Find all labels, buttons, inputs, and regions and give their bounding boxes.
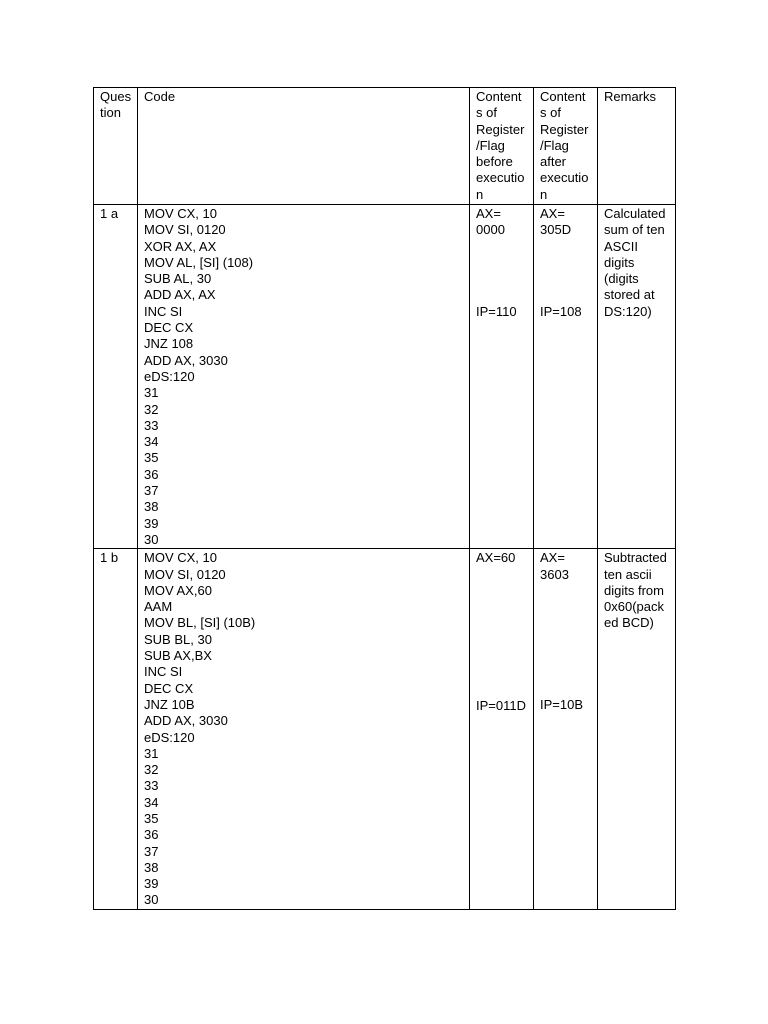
header-question-line: Ques bbox=[100, 89, 132, 104]
code-cell bbox=[138, 549, 470, 910]
code-line: 37 bbox=[144, 843, 159, 859]
code-line: 39 bbox=[144, 876, 159, 892]
code-cell bbox=[138, 205, 470, 549]
results-table bbox=[93, 87, 676, 910]
code-line: 33 bbox=[144, 778, 159, 794]
remarks-line: Calculated bbox=[604, 206, 666, 221]
header-after bbox=[534, 88, 598, 205]
code-line: ADD AX, 3030 bbox=[144, 713, 228, 729]
header-before bbox=[470, 88, 534, 205]
remarks-cell bbox=[598, 205, 676, 549]
code-line: ADD AX, 3030 bbox=[144, 352, 228, 368]
header-after-line: /Flag bbox=[540, 137, 569, 153]
code-line: XOR AX, AX bbox=[144, 238, 217, 254]
remarks-line: digits from bbox=[604, 582, 664, 598]
code-line: 35 bbox=[144, 450, 159, 466]
code-line: MOV AX,60 bbox=[144, 582, 212, 598]
remarks-line: sum of ten bbox=[604, 222, 665, 238]
spacer bbox=[540, 583, 592, 698]
remarks-line: digits bbox=[604, 254, 635, 270]
code-line: MOV CX, 10 bbox=[144, 550, 217, 566]
question-id: 1 b bbox=[100, 550, 119, 566]
code-line: AAM bbox=[144, 599, 173, 615]
question-cell bbox=[94, 205, 138, 549]
before-cell bbox=[470, 205, 534, 549]
header-after-line: Content bbox=[540, 89, 586, 104]
code-line: JNZ 108 bbox=[144, 336, 194, 352]
after-value: AX= bbox=[540, 550, 565, 566]
question-cell bbox=[94, 549, 138, 910]
before-value: 0000 bbox=[476, 222, 505, 238]
header-remarks bbox=[598, 88, 676, 205]
code-line: eDS:120 bbox=[144, 368, 195, 384]
code-line: 38 bbox=[144, 499, 159, 515]
after-value: 3603 bbox=[540, 566, 569, 582]
question-id: 1 a bbox=[100, 206, 119, 221]
header-code bbox=[138, 88, 470, 205]
remarks-line: stored at bbox=[604, 287, 655, 303]
header-question-line: tion bbox=[100, 105, 121, 121]
before-value: AX=60 bbox=[476, 550, 516, 566]
code-line: SUB AL, 30 bbox=[144, 271, 212, 287]
code-line: INC SI bbox=[144, 303, 183, 319]
code-line: 31 bbox=[144, 745, 159, 761]
code-line: MOV CX, 10 bbox=[144, 206, 217, 221]
remarks-line: ten ascii bbox=[604, 566, 652, 582]
remarks-cell bbox=[598, 549, 676, 910]
after-cell bbox=[534, 549, 598, 910]
code-line: DEC CX bbox=[144, 320, 194, 336]
after-value: 305D bbox=[540, 222, 572, 238]
code-line: 38 bbox=[144, 859, 159, 875]
header-before-line: s of bbox=[476, 105, 497, 121]
code-line: eDS:120 bbox=[144, 729, 195, 745]
header-after-line: n bbox=[540, 186, 548, 202]
code-line: 36 bbox=[144, 827, 159, 843]
spacer bbox=[476, 567, 528, 698]
code-line: 34 bbox=[144, 434, 159, 450]
code-line: DEC CX bbox=[144, 680, 194, 696]
spacer bbox=[476, 239, 528, 304]
remarks-line: ASCII bbox=[604, 238, 638, 254]
code-line: SUB AX,BX bbox=[144, 648, 212, 664]
spacer bbox=[540, 239, 592, 304]
remarks-line: DS:120) bbox=[604, 303, 652, 319]
before-value: IP=110 bbox=[476, 303, 517, 319]
header-row bbox=[94, 88, 676, 205]
code-line: ADD AX, AX bbox=[144, 287, 216, 303]
before-cell bbox=[470, 549, 534, 910]
code-line: 33 bbox=[144, 417, 159, 433]
code-line: INC SI bbox=[144, 664, 183, 680]
remarks-line: (digits bbox=[604, 271, 639, 287]
code-line: 30 bbox=[144, 531, 159, 547]
code-line: MOV AL, [SI] (108) bbox=[144, 254, 254, 270]
after-value: IP=10B bbox=[540, 697, 584, 713]
code-line: JNZ 10B bbox=[144, 696, 195, 712]
table-row bbox=[94, 549, 676, 910]
header-before-line: /Flag bbox=[476, 137, 505, 153]
code-line: MOV SI, 0120 bbox=[144, 566, 226, 582]
code-line: MOV BL, [SI] (10B) bbox=[144, 615, 256, 631]
code-line: MOV SI, 0120 bbox=[144, 222, 226, 238]
header-question bbox=[94, 88, 138, 205]
code-line: 35 bbox=[144, 810, 159, 826]
header-after-line: s of bbox=[540, 105, 561, 121]
header-before-line: n bbox=[476, 186, 484, 202]
header-code-label: Code bbox=[144, 89, 176, 104]
remarks-line: 0x60(pack bbox=[604, 599, 664, 615]
header-after-line: Register bbox=[540, 121, 589, 137]
code-line: 32 bbox=[144, 762, 159, 778]
before-value: AX= bbox=[476, 206, 501, 221]
after-value: IP=108 bbox=[540, 303, 582, 319]
code-line: 30 bbox=[144, 892, 159, 908]
code-line: 36 bbox=[144, 466, 159, 482]
header-before-line: before bbox=[476, 154, 513, 170]
header-after-line: executio bbox=[540, 170, 589, 186]
header-before-line: executio bbox=[476, 170, 525, 186]
header-remarks-label: Remarks bbox=[604, 89, 657, 104]
before-value: IP=011D bbox=[476, 697, 526, 713]
code-line: 31 bbox=[144, 385, 159, 401]
remarks-line: Subtracted bbox=[604, 550, 667, 566]
after-cell bbox=[534, 205, 598, 549]
code-line: 32 bbox=[144, 401, 159, 417]
header-before-line: Content bbox=[476, 89, 522, 104]
code-line: 34 bbox=[144, 794, 159, 810]
code-line: 39 bbox=[144, 515, 159, 531]
after-value: AX= bbox=[540, 206, 565, 221]
code-line: 37 bbox=[144, 483, 159, 499]
table-row bbox=[94, 205, 676, 549]
header-before-line: Register bbox=[476, 121, 525, 137]
code-line: SUB BL, 30 bbox=[144, 631, 212, 647]
remarks-line: ed BCD) bbox=[604, 615, 654, 631]
header-after-line: after bbox=[540, 154, 567, 170]
